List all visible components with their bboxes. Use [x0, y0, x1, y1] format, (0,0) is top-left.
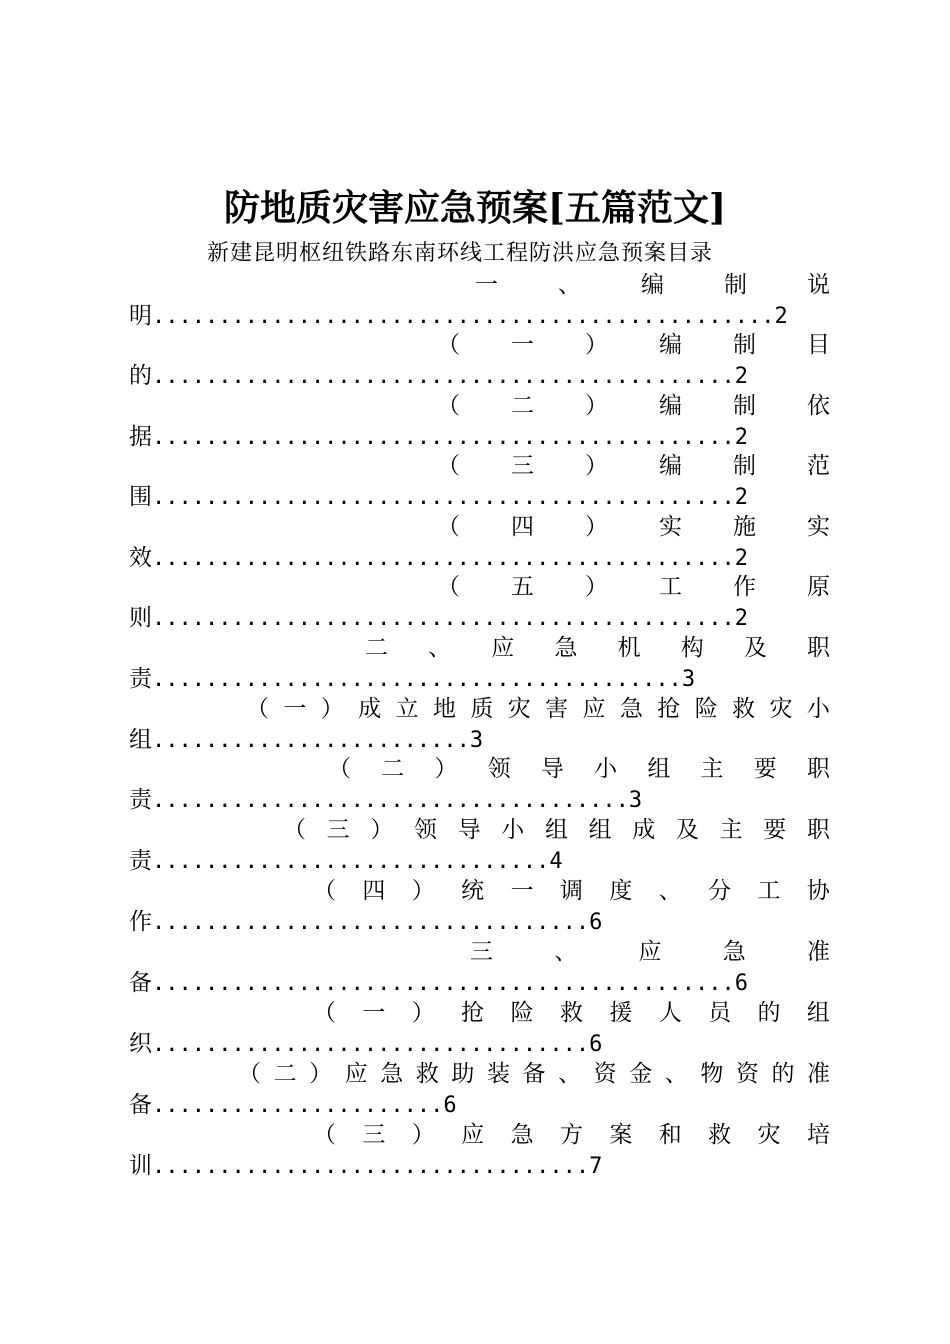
toc-heading-char: 四 — [511, 514, 534, 540]
toc-heading-char: 职 — [806, 635, 830, 661]
toc-heading-char: 工 — [659, 574, 682, 600]
toc-dot-leader: ............................................ — [152, 546, 735, 571]
toc-heading-char: （ — [283, 817, 306, 843]
toc-heading-char: 救 — [732, 696, 756, 722]
toc-heading-char: 要 — [763, 817, 787, 843]
toc-heading-char: 的 — [757, 1000, 781, 1026]
toc-heading-char: 工 — [757, 878, 781, 904]
toc-heading-char: 机 — [617, 635, 641, 661]
toc-heading-char: （ — [313, 1000, 336, 1026]
toc-entry-heading[interactable] — [437, 330, 830, 360]
toc-heading-char: 主 — [700, 756, 724, 782]
toc-heading-char: 目 — [807, 332, 830, 358]
toc-dot-leader: ............................................ — [152, 364, 735, 389]
toc-heading-char: ） — [434, 756, 458, 782]
toc-heading-char: 原 — [807, 574, 830, 600]
toc-entry-heading[interactable] — [313, 876, 830, 906]
toc-heading-char: 准 — [807, 1061, 830, 1087]
toc-heading-char: 调 — [559, 878, 583, 904]
toc-heading-char: （ — [437, 393, 460, 419]
toc-page-number: 6 — [589, 1032, 603, 1057]
toc-heading-char: （ — [437, 514, 460, 540]
toc-entry-leader[interactable] — [129, 664, 695, 694]
toc-heading-char: 资 — [593, 1061, 617, 1087]
toc-heading-char: 救 — [559, 1000, 583, 1026]
toc-heading-char: 地 — [432, 696, 456, 722]
toc-heading-char: 职 — [806, 756, 830, 782]
toc-dot-leader: ............................................ — [152, 971, 735, 996]
toc-entry-leader[interactable] — [129, 1090, 457, 1120]
toc-entry-leader[interactable] — [129, 725, 483, 755]
toc-heading-char: 、 — [558, 1061, 582, 1087]
toc-heading-char: 一 — [283, 696, 307, 722]
toc-heading-char: 急 — [619, 696, 643, 722]
toc-heading-char: 灾 — [769, 696, 793, 722]
toc-heading-char: 组 — [647, 756, 671, 782]
toc-heading-last-char: 组 — [129, 727, 152, 753]
toc-heading-char: 及 — [743, 635, 767, 661]
toc-entry-heading[interactable] — [437, 391, 830, 421]
toc-heading-char: 说 — [807, 272, 830, 298]
toc-heading-char: （ — [238, 1061, 261, 1087]
toc-entry-leader[interactable] — [129, 301, 788, 331]
toc-heading-char: 组 — [544, 817, 568, 843]
toc-heading-char: 应 — [344, 1061, 368, 1087]
toc-dot-leader: ............................................ — [152, 606, 735, 631]
toc-heading-char: 小 — [806, 696, 830, 722]
toc-heading-char: 职 — [806, 817, 830, 843]
toc-heading-last-char: 责 — [129, 666, 152, 692]
toc-heading-char: 灾 — [757, 1122, 781, 1148]
toc-heading-char: ） — [411, 1000, 435, 1026]
document-subtitle: 新建昆明枢纽铁路东南环线工程防洪应急预案目录 — [206, 241, 713, 266]
toc-entry-heading[interactable] — [437, 572, 830, 602]
toc-heading-char: 备 — [522, 1061, 546, 1087]
toc-page-number: 6 — [589, 910, 603, 935]
toc-heading-last-char: 作 — [129, 909, 152, 935]
toc-heading-last-char: 责 — [129, 848, 152, 874]
toc-heading-char: 成 — [632, 817, 656, 843]
toc-entry-heading[interactable] — [437, 512, 830, 542]
toc-heading-char: 抢 — [657, 696, 681, 722]
toc-heading-char: 应 — [638, 939, 662, 965]
toc-entry-heading[interactable] — [313, 998, 830, 1028]
toc-page-number: 2 — [734, 364, 749, 389]
toc-heading-char: 度 — [609, 878, 633, 904]
toc-heading-char: 范 — [807, 453, 830, 479]
toc-heading-char: 构 — [680, 635, 704, 661]
toc-heading-char: 的 — [771, 1061, 795, 1087]
toc-heading-char: 、 — [558, 272, 581, 298]
toc-heading-char: 方 — [559, 1122, 583, 1148]
toc-heading-char: ） — [585, 332, 608, 358]
toc-heading-char: 急 — [380, 1061, 404, 1087]
toc-heading-char: 和 — [658, 1122, 682, 1148]
toc-heading-char: （ — [437, 453, 460, 479]
toc-entry-leader[interactable] — [129, 968, 748, 998]
toc-entry-heading[interactable] — [475, 270, 830, 300]
toc-page-number: 4 — [549, 849, 563, 874]
toc-heading-last-char: 备 — [129, 1092, 152, 1118]
toc-heading-char: 导 — [457, 817, 481, 843]
toc-heading-char: 制 — [733, 393, 756, 419]
toc-entry-heading[interactable] — [365, 633, 830, 663]
toc-heading-char: 统 — [461, 878, 485, 904]
toc-heading-char: ） — [309, 1061, 333, 1087]
toc-heading-char: 实 — [659, 514, 682, 540]
toc-heading-char: 培 — [806, 1122, 830, 1148]
toc-heading-last-char: 训 — [129, 1153, 152, 1179]
toc-entry-heading[interactable] — [246, 694, 830, 724]
toc-heading-char: 主 — [719, 817, 743, 843]
toc-page-number: 6 — [443, 1093, 457, 1118]
toc-entry-heading[interactable] — [283, 815, 830, 845]
toc-dot-leader: ............................................... — [152, 304, 775, 329]
toc-page-number: 2 — [734, 425, 749, 450]
toc-heading-char: 救 — [415, 1061, 439, 1087]
toc-heading-char: 险 — [694, 696, 718, 722]
toc-heading-char: 援 — [609, 1000, 633, 1026]
toc-entry-leader[interactable] — [129, 846, 563, 876]
toc-heading-char: 助 — [451, 1061, 475, 1087]
toc-heading-last-char: 明 — [129, 303, 152, 329]
toc-heading-char: 作 — [733, 574, 756, 600]
toc-page-number: 3 — [628, 788, 643, 813]
toc-heading-char: 急 — [722, 939, 746, 965]
toc-entry-leader[interactable] — [129, 785, 642, 815]
toc-heading-char: 资 — [735, 1061, 759, 1087]
toc-heading-char: 二 — [381, 756, 405, 782]
toc-heading-char: 二 — [273, 1061, 297, 1087]
toc-heading-char: 急 — [554, 635, 578, 661]
toc-entry-leader[interactable] — [129, 1029, 602, 1059]
document-title: 防地质灾害应急预案[五篇范文] — [223, 187, 727, 229]
toc-heading-char: 抢 — [461, 1000, 485, 1026]
toc-entry-heading[interactable] — [238, 1059, 830, 1089]
toc-heading-last-char: 围 — [129, 484, 152, 510]
toc-heading-last-char: 备 — [129, 970, 152, 996]
toc-heading-char: 案 — [609, 1122, 633, 1148]
toc-entry-leader[interactable] — [129, 422, 748, 452]
toc-heading-char: ） — [370, 817, 394, 843]
toc-entry-heading[interactable] — [437, 451, 830, 481]
toc-heading-char: 、 — [428, 635, 452, 661]
toc-heading-char: 小 — [594, 756, 618, 782]
toc-heading-char: 制 — [733, 453, 756, 479]
toc-entry-leader[interactable] — [129, 603, 748, 633]
toc-heading-char: 编 — [659, 453, 682, 479]
toc-heading-char: 成 — [358, 696, 382, 722]
toc-page-number: 2 — [734, 485, 749, 510]
toc-heading-char: 险 — [510, 1000, 534, 1026]
toc-heading-char: ） — [585, 393, 608, 419]
toc-heading-char: 、 — [554, 939, 578, 965]
toc-entry-heading[interactable] — [328, 754, 830, 784]
toc-heading-last-char: 则 — [129, 605, 152, 631]
toc-heading-char: 施 — [733, 514, 756, 540]
toc-heading-char: 三 — [326, 817, 350, 843]
toc-heading-char: （ — [246, 696, 269, 722]
toc-heading-char: 三 — [362, 1122, 386, 1148]
toc-heading-char: 物 — [700, 1061, 724, 1087]
toc-heading-char: 三 — [470, 939, 493, 965]
toc-heading-char: 四 — [362, 878, 386, 904]
toc-heading-char: 实 — [807, 514, 830, 540]
toc-heading-char: 准 — [807, 939, 830, 965]
toc-page-number: 2 — [734, 546, 749, 571]
toc-heading-char: 一 — [510, 878, 534, 904]
toc-entry-leader[interactable] — [129, 907, 602, 937]
toc-heading-char: 应 — [491, 635, 515, 661]
toc-entry-leader[interactable] — [129, 543, 748, 573]
toc-heading-char: 制 — [724, 272, 747, 298]
toc-heading-char: 救 — [708, 1122, 732, 1148]
toc-heading-char: 编 — [641, 272, 664, 298]
toc-heading-char: 组 — [588, 817, 612, 843]
toc-dot-leader: ........................ — [152, 728, 470, 753]
toc-heading-char: 领 — [413, 817, 437, 843]
toc-heading-char: 应 — [582, 696, 606, 722]
toc-dot-leader: ............................................ — [152, 425, 735, 450]
toc-heading-char: 依 — [807, 393, 830, 419]
toc-heading-char: 三 — [511, 453, 534, 479]
toc-heading-char: 编 — [659, 332, 682, 358]
toc-heading-last-char: 据 — [129, 424, 152, 450]
toc-heading-char: 质 — [470, 696, 494, 722]
toc-heading-char: （ — [313, 1122, 336, 1148]
toc-heading-last-char: 织 — [129, 1031, 152, 1057]
toc-heading-char: 导 — [540, 756, 564, 782]
toc-dot-leader: ................................. — [152, 1032, 590, 1057]
toc-heading-char: 组 — [806, 1000, 830, 1026]
toc-dot-leader: .............................. — [152, 849, 550, 874]
toc-heading-char: 制 — [733, 332, 756, 358]
toc-entry-heading[interactable] — [470, 937, 830, 967]
toc-dot-leader: ................................. — [152, 910, 590, 935]
toc-heading-char: 急 — [510, 1122, 534, 1148]
toc-dot-leader: ............................................ — [152, 485, 735, 510]
toc-heading-char: （ — [328, 756, 351, 782]
toc-heading-char: 要 — [753, 756, 777, 782]
toc-heading-char: 应 — [461, 1122, 485, 1148]
toc-dot-leader: ...................... — [152, 1093, 444, 1118]
toc-heading-char: 立 — [395, 696, 419, 722]
toc-heading-char: ） — [585, 453, 608, 479]
toc-heading-char: 分 — [708, 878, 732, 904]
toc-heading-char: 害 — [545, 696, 569, 722]
toc-entry-leader[interactable] — [129, 361, 748, 391]
toc-heading-char: 一 — [475, 272, 498, 298]
toc-page-number: 3 — [681, 667, 696, 692]
toc-heading-char: 及 — [675, 817, 699, 843]
toc-heading-char: 装 — [486, 1061, 510, 1087]
toc-entry-heading[interactable] — [313, 1120, 830, 1150]
toc-heading-char: 小 — [501, 817, 525, 843]
toc-heading-char: 一 — [362, 1000, 386, 1026]
toc-heading-char: 领 — [487, 756, 511, 782]
toc-heading-char: 、 — [658, 878, 682, 904]
toc-heading-last-char: 效 — [129, 545, 152, 571]
toc-heading-char: ） — [411, 878, 435, 904]
toc-dot-leader: ................................. — [152, 1154, 590, 1179]
toc-heading-char: ） — [411, 1122, 435, 1148]
toc-heading-char: 协 — [806, 878, 830, 904]
toc-heading-char: 二 — [365, 635, 388, 661]
toc-heading-char: 灾 — [507, 696, 531, 722]
toc-heading-char: 金 — [629, 1061, 653, 1087]
toc-page-number: 6 — [734, 971, 749, 996]
toc-heading-last-char: 的 — [129, 363, 152, 389]
toc-entry-leader[interactable] — [129, 482, 748, 512]
toc-heading-char: ） — [585, 574, 608, 600]
toc-heading-char: （ — [437, 332, 460, 358]
toc-page-number: 3 — [469, 728, 484, 753]
toc-heading-char: （ — [313, 878, 336, 904]
toc-heading-last-char: 责 — [129, 787, 152, 813]
toc-heading-char: 五 — [511, 574, 534, 600]
toc-heading-char: ） — [585, 514, 608, 540]
toc-entry-leader[interactable] — [129, 1151, 602, 1181]
toc-heading-char: 一 — [511, 332, 534, 358]
toc-heading-char: 、 — [664, 1061, 688, 1087]
toc-heading-char: 员 — [708, 1000, 732, 1026]
toc-page-number: 7 — [589, 1154, 603, 1179]
toc-dot-leader: .................................... — [152, 788, 629, 813]
toc-heading-char: 编 — [659, 393, 682, 419]
toc-heading-char: 二 — [511, 393, 534, 419]
toc-page-number: 2 — [774, 304, 788, 329]
toc-heading-char: ） — [320, 696, 344, 722]
toc-heading-char: （ — [437, 574, 460, 600]
toc-heading-char: 人 — [658, 1000, 682, 1026]
toc-page-number: 2 — [734, 606, 749, 631]
toc-dot-leader: ........................................ — [152, 667, 682, 692]
